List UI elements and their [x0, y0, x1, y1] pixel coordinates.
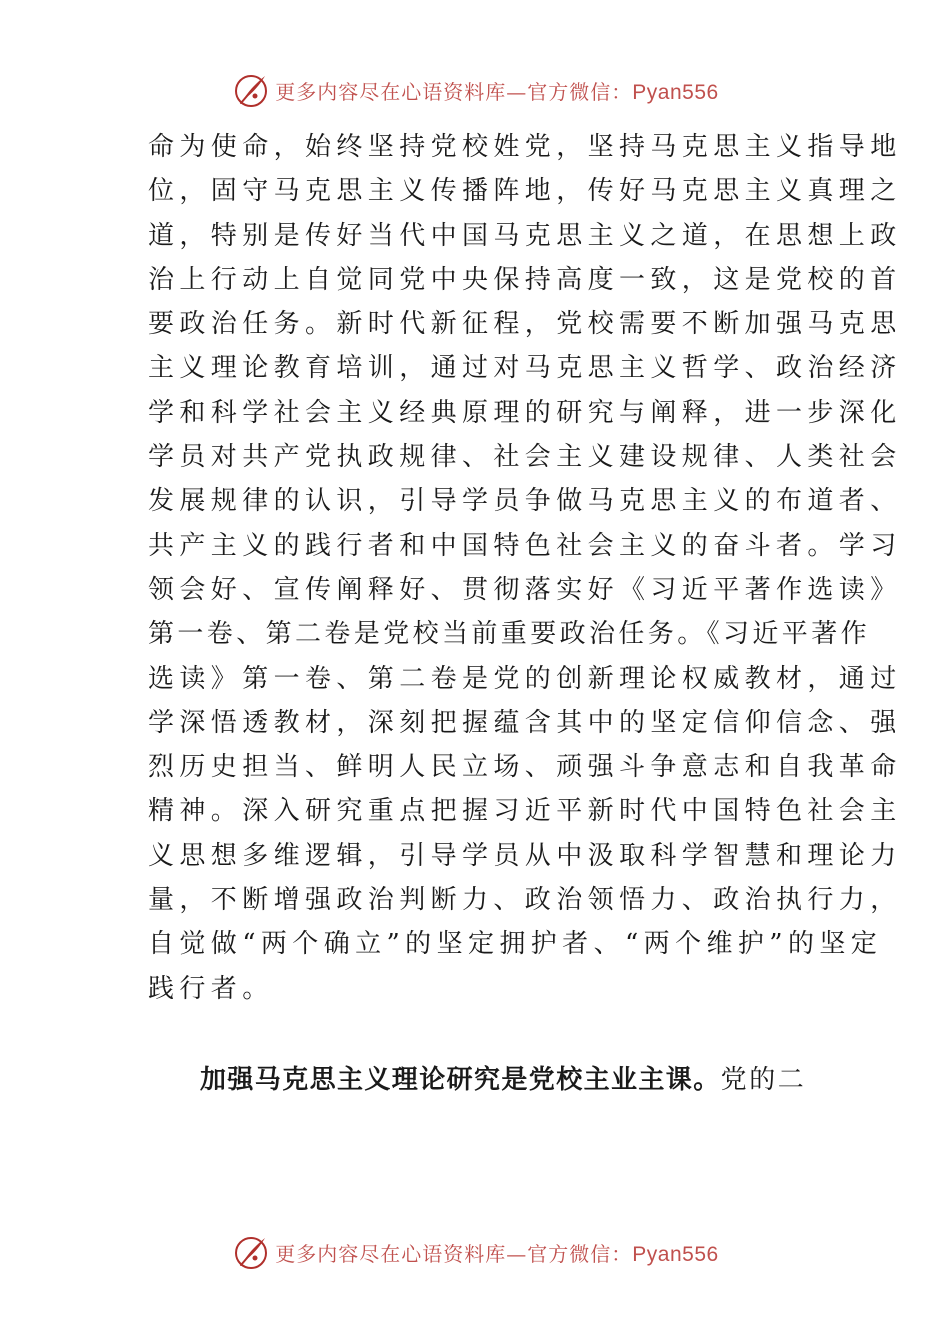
header-banner [0, 68, 950, 112]
header-text-cn: 更多内容尽在心语资料库—官方微信： [275, 79, 633, 104]
body-line: 共产主义的践行者和中国特色社会主义的奋斗者。学习 [148, 530, 902, 561]
body-line: 自觉做“两个确立”的坚定拥护者、“两个维护”的坚定 [148, 929, 883, 960]
body-line: 治上行动上自觉同党中央保持高度一致，这是党校的首 [148, 264, 902, 295]
body-line: 烈历史担当、鲜明人民立场、顽强斗争意志和自我革命 [148, 752, 902, 783]
footer-text-cn: 更多内容尽在心语资料库—官方微信： [275, 1241, 633, 1266]
body-line: 主义理论教育培训，通过对马克思主义哲学、政治经济 [148, 353, 902, 384]
body-line: 学深悟透教材，深刻把握蕴含其中的坚定信仰信念、强 [148, 707, 902, 738]
paragraph-continuation: 党的二 [720, 1065, 807, 1095]
footer-banner [0, 1230, 950, 1274]
next-paragraph [200, 1058, 806, 1102]
body-line: 发展规律的认识，引导学员争做马克思主义的布道者、 [148, 486, 902, 517]
body-line: 选读》第一卷、第二卷是党的创新理论权威教材，通过 [148, 663, 902, 694]
body-line: 道，特别是传好当代中国马克思主义之道，在思想上政 [148, 220, 902, 251]
body-line: 学员对共产党执政规律、社会主义建设规律、人类社会 [148, 442, 902, 473]
body-line: 量，不断增强政治判断力、政治领悟力、政治执行力， [148, 885, 902, 916]
footer-text [275, 1238, 718, 1267]
paragraph-heading: 加强马克思主义理论研究是党校主业主课。 [200, 1065, 721, 1095]
body-line: 学和科学社会主义经典原理的研究与阐释，进一步深化 [148, 397, 902, 428]
body-line: 领会好、宣传阐释好、贯彻落实好《习近平著作选读》 [148, 574, 902, 605]
body-line: 要政治任务。新时代新征程，党校需要不断加强马克思 [148, 309, 902, 340]
body-line: 命为使命，始终坚持党校姓党，坚持马克思主义指导地 [148, 132, 902, 162]
body-line: 位，固守马克思主义传播阵地，传好马克思主义真理之 [148, 176, 902, 207]
body-paragraph [148, 125, 902, 1011]
body-line: 第一卷、第二卷是党校当前重要政治任务。《习近平著作 [148, 619, 871, 650]
footer-text-id: Pyan556 [632, 1242, 719, 1266]
body-line: 义思想多维逻辑，引导学员从中汲取科学智慧和理论力 [148, 840, 902, 871]
header-text-id: Pyan556 [632, 80, 719, 104]
body-line: 精神。深入研究重点把握习近平新时代中国特色社会主 [148, 796, 902, 827]
quill-logo-icon [231, 70, 271, 110]
quill-logo-icon [231, 1232, 271, 1272]
body-line: 践行者。 [148, 973, 274, 1004]
header-text [275, 76, 718, 105]
